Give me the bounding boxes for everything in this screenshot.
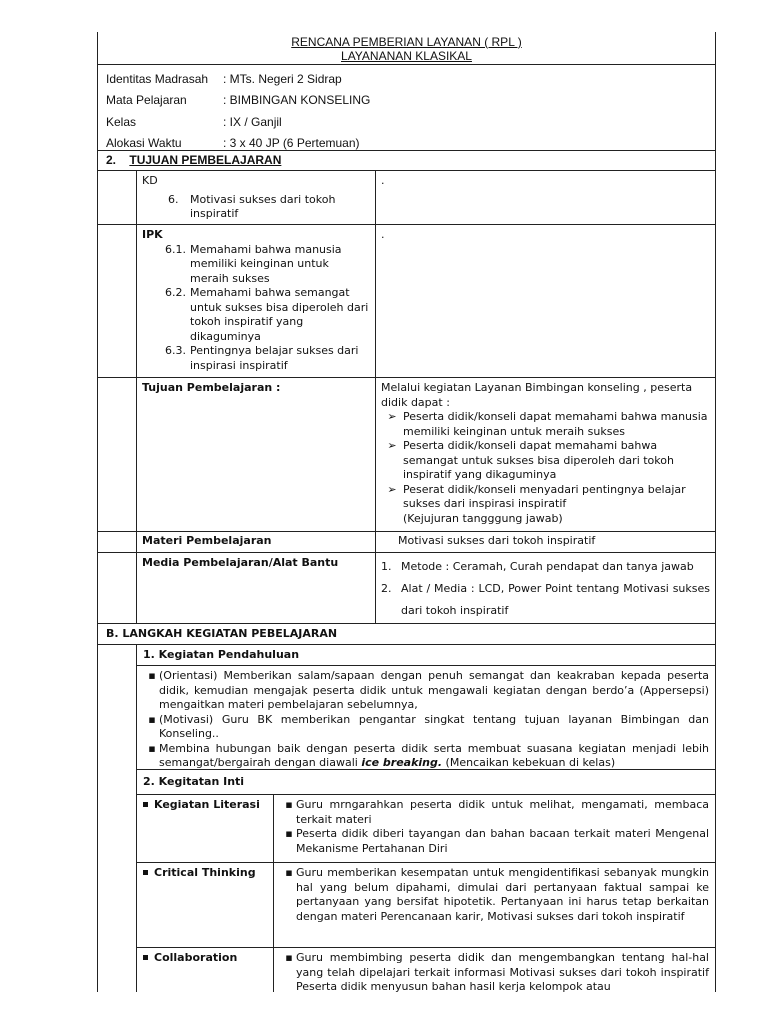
identity-label: Kelas xyxy=(106,114,137,129)
literasi-item-text: Guru mrngarahkan peserta didik untuk melihat, mengamati, membaca terkait materi xyxy=(296,798,709,826)
section-langkah-heading: B. LANGKAH KEGIATAN PEBELAJARAN xyxy=(98,624,715,645)
pendahuluan-title: 1. Kegiatan Pendahuluan xyxy=(137,645,715,666)
ipk-label: IPK xyxy=(142,228,163,241)
identity-value: : BIMBINGAN KONSELING xyxy=(223,93,371,108)
tujuan-item xyxy=(381,439,710,483)
pendahuluan-content xyxy=(137,666,715,770)
ipk-item-text: Pentingnya belajar sukses dari inspirasi inspiratif xyxy=(190,344,359,372)
pendahuluan-item-text: (Orientasi) Memberikan salam/sapaan dengan penuh semangat dan keakraban kepada peserta didik, kemudian mengajak peserta didik untuk mengawali kegiatan dengan berdo’a (Appersepsi) mengaitkan materi pembelajaran sebelumnya, xyxy=(159,669,709,711)
tujuan-item-text: Peserat didik/konseli menyadari pentingnya belajar sukses dari inspirasi inspiratif xyxy=(403,482,686,510)
ice-note-text: (Mencaikan kebekuan di kelas) xyxy=(445,756,616,769)
media-label: Media Pembelajaran/Alat Bantu xyxy=(137,553,376,623)
media-content xyxy=(376,553,715,623)
critical-row xyxy=(137,863,715,948)
section-title: TUJUAN PEMBELAJARAN xyxy=(129,153,282,167)
ipk-cell xyxy=(137,225,376,377)
square-bullet-icon: ▪ xyxy=(285,951,293,964)
media-item-number: 1. xyxy=(381,560,392,573)
materi-row xyxy=(98,532,715,553)
kd-item-text: Motivasi sukses dari tokoh inspiratif xyxy=(190,192,336,220)
identity-label: Identitas Madrasah xyxy=(106,71,209,86)
media-item-text: Metode : Ceramah, Curah pendapat dan tanya jawab xyxy=(401,560,694,573)
ipk-item xyxy=(142,286,370,344)
bullet-icon xyxy=(143,870,148,875)
collab-label-text: Collaboration xyxy=(154,951,238,964)
inti-title: 2. Kegitatan Inti xyxy=(137,770,715,795)
ipk-right-cell: . xyxy=(381,228,385,241)
collab-content xyxy=(274,948,715,992)
tujuan-item-text: Peserta didik/konseli dapat memahami bahwa semangat untuk sukses bisa diperoleh dari tokoh inspiratif yang dikaguminya xyxy=(403,439,674,481)
critical-item-text: Guru memberikan kesempatan untuk mengidentifikasi sebanyak mungkin hal yang belum dipahami, dimulai dari pertanyaan faktual sampai ke pertanyaan yang bersifat hipotetik. Pertanyaan ini harus tetap berkaitan dengan materi Perencanaan karir, Motivasi sukses dari tokoh inspiratif xyxy=(296,866,709,923)
literasi-row xyxy=(137,795,715,863)
tujuan-item xyxy=(381,483,710,512)
literasi-label xyxy=(137,795,274,862)
pendahuluan-item-text: (Motivasi) Guru BK memberikan pengantar singkat tentang tujuan layanan Bimbingan dan Konseling.. xyxy=(159,712,709,740)
tujuan-content xyxy=(376,378,715,531)
tujuan-row xyxy=(98,378,715,532)
arrow-bullet-icon: ➢ xyxy=(387,482,397,496)
critical-item xyxy=(282,866,709,924)
pendahuluan-item-text xyxy=(159,742,709,771)
ipk-item-number: 6.1. xyxy=(165,242,186,256)
square-bullet-icon: ▪ xyxy=(285,827,293,840)
critical-label-text: Critical Thinking xyxy=(154,866,256,879)
kd-cell xyxy=(137,171,376,224)
square-bullet-icon: ▪ xyxy=(148,741,156,755)
collab-item xyxy=(282,951,709,992)
document-title: RENCANA PEMBERIAN LAYANAN ( RPL ) xyxy=(291,35,522,49)
indent-cell xyxy=(98,553,137,623)
square-bullet-icon: ▪ xyxy=(285,798,293,811)
media-item-number: 2. xyxy=(381,582,392,595)
identity-label: Mata Pelajaran xyxy=(106,93,187,108)
literasi-item-text: Peserta didik diberi tayangan dan bahan bacaan terkait materi Mengenal Mekanisme Pertahanan Diri xyxy=(296,827,709,855)
identity-value: : MTs. Negeri 2 Sidrap xyxy=(223,71,342,86)
indent-cell xyxy=(98,171,137,224)
media-item xyxy=(381,556,710,578)
bullet-icon xyxy=(143,955,148,960)
arrow-bullet-icon: ➢ xyxy=(387,410,397,423)
identity-label: Alokasi Waktu xyxy=(106,136,182,151)
pendahuluan-item xyxy=(145,713,709,742)
square-bullet-icon: ▪ xyxy=(148,669,156,682)
identity-block xyxy=(98,65,715,151)
kd-label: KD xyxy=(142,174,158,187)
materi-value: Motivasi sukses dari tokoh inspiratif xyxy=(398,534,596,547)
indent-cell xyxy=(98,378,137,531)
arrow-bullet-icon: ➢ xyxy=(387,439,397,452)
critical-content xyxy=(274,863,715,947)
indent-cell xyxy=(98,532,137,552)
section-tujuan-heading xyxy=(98,151,715,171)
kd-item-number: 6. xyxy=(168,192,179,206)
bullet-icon xyxy=(143,802,148,807)
tujuan-item-text: Peserta didik/konseli dapat memahami bahwa manusia memiliki keinginan untuk meraih sukses xyxy=(403,410,708,438)
kd-row xyxy=(98,171,715,225)
ipk-row xyxy=(98,225,715,378)
tujuan-label: Tujuan Pembelajaran : xyxy=(137,378,376,531)
ipk-item-text: Memahami bahwa manusia memiliki keinginan untuk meraih sukses xyxy=(190,242,342,285)
identity-row xyxy=(98,111,715,133)
square-bullet-icon: ▪ xyxy=(148,712,156,726)
ipk-item xyxy=(142,243,370,287)
collab-item-text: Guru membimbing peserta didik dan mengembangkan tentang hal-hal yang telah dipelajari terkait informasi Motivasi sukses dari tokoh inspiratif Peserta didik menyusun bahan hasil kerja kelompok atau xyxy=(296,951,709,992)
media-item-text: Alat / Media : LCD, Power Point tentang Motivasi sukses dari tokoh inspiratif xyxy=(401,582,710,617)
ipk-item-number: 6.2. xyxy=(165,286,186,299)
kd-item xyxy=(142,193,370,222)
tujuan-intro: Melalui kegiatan Layanan Bimbingan konseling , peserta didik dapat : xyxy=(381,381,693,409)
media-item xyxy=(381,578,710,622)
indent-cell xyxy=(98,225,137,377)
literasi-item xyxy=(282,798,709,827)
section-number: 2. xyxy=(106,153,117,167)
document-page xyxy=(97,32,716,992)
collab-row xyxy=(137,948,715,992)
ice-breaking-text: ice breaking. xyxy=(361,756,443,769)
literasi-item xyxy=(282,827,709,856)
ipk-item-number: 6.3. xyxy=(165,344,186,357)
literasi-label-text: Kegiatan Literasi xyxy=(154,798,260,811)
identity-value: : 3 x 40 JP (6 Pertemuan) xyxy=(223,136,360,151)
square-bullet-icon: ▪ xyxy=(285,866,293,879)
pendahuluan-item xyxy=(145,742,709,771)
media-row xyxy=(98,553,715,624)
ipk-item-text: Memahami bahwa semangat untuk sukses bisa diperoleh dari tokoh inspiratif yang dikaguminya xyxy=(190,286,369,343)
tujuan-item xyxy=(381,410,710,439)
literasi-content xyxy=(274,795,715,862)
pendahuluan-item xyxy=(145,669,709,713)
pendahuluan-item-part: Membina hubungan baik dengan peserta didik serta membuat suasana kegiatan menjadi lebih semangat/bergairah dengan diawali xyxy=(159,741,709,769)
collab-label xyxy=(137,948,274,992)
identity-value: : IX / Ganjil xyxy=(223,114,282,129)
document-header xyxy=(98,32,715,65)
ipk-item xyxy=(142,344,370,373)
tujuan-note: (Kejujuran tangggung jawab) xyxy=(403,511,563,525)
critical-label xyxy=(137,863,274,947)
materi-label: Materi Pembelajaran xyxy=(137,532,376,552)
identity-row xyxy=(98,68,715,90)
identity-row xyxy=(98,90,715,112)
kd-right-cell: . xyxy=(381,174,385,187)
document-subtitle: LAYANANAN KLASIKAL xyxy=(341,49,472,63)
